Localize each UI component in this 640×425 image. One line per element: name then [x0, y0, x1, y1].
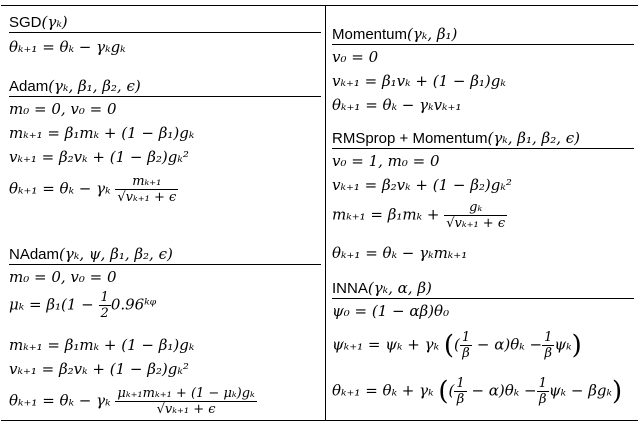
nadam-mu-half-den: 2: [100, 306, 109, 321]
inna-init-eq: ψ₀ = (1 − αβ)θ₀: [332, 302, 450, 320]
inna-psi-rparen: ): [571, 330, 582, 361]
inna-block: [332, 278, 634, 407]
rmsprop-m-lhs: mₖ₊₁ = β₁mₖ +: [332, 205, 440, 224]
inna-psi-frac2: [542, 330, 554, 361]
inna-theta-lparen: (: [438, 376, 449, 407]
inna-theta-frac2: [537, 376, 549, 407]
rmsprop-v-eq: vₖ₊₁ = β₂vₖ + (1 − β₂)gₖ²: [332, 176, 512, 194]
momentum-init-eq: v₀ = 0: [332, 48, 379, 66]
nadam-args: (γₖ, ψ, β₁, β₂, ϵ): [59, 245, 173, 263]
inna-theta-open: (: [448, 381, 455, 400]
momentum-args: (γₖ, β₁): [407, 25, 458, 43]
adam-theta-den: √vₖ₊₁ + ϵ: [117, 190, 177, 205]
inna-theta-frac2-num: 1: [538, 376, 547, 391]
rmsprop-m-den: √vₖ₊₁ + ϵ: [446, 216, 506, 231]
inna-psi-tail: ψₖ: [554, 335, 572, 354]
sgd-args: (γₖ): [41, 13, 68, 31]
inna-psi-frac2-den: β: [542, 345, 554, 361]
sgd-update-eq: θₖ₊₁ = θₖ − γₖgₖ: [9, 38, 126, 56]
sgd-name: SGD: [9, 14, 42, 31]
momentum-theta-eq: θₖ₊₁ = θₖ − γₖvₖ₊₁: [332, 96, 462, 114]
nadam-mu-rhs: 0.96ᵏᵠ: [110, 295, 157, 314]
nadam-theta-lhs: θₖ₊₁ = θₖ − γₖ: [9, 391, 111, 410]
nadam-init-eq: m₀ = 0, v₀ = 0: [9, 268, 117, 286]
nadam-mu-lhs: μₖ = β₁(1 −: [9, 295, 94, 314]
momentum-block: [332, 24, 634, 114]
nadam-header: [9, 244, 321, 265]
adam-name: Adam: [9, 78, 49, 95]
adam-args: (γₖ, β₁, β₂, ϵ): [48, 77, 141, 95]
adam-theta-eq: [9, 174, 178, 205]
nadam-name: NAdam: [9, 246, 60, 263]
inna-psi-mid: − α)θₖ −: [472, 335, 543, 354]
adam-init-eq: m₀ = 0, v₀ = 0: [9, 100, 117, 118]
rmsprop-header: [332, 128, 634, 149]
sgd-header: [9, 12, 321, 33]
nadam-block: [9, 244, 321, 417]
inna-theta-mid: − α)θₖ −: [466, 381, 537, 400]
momentum-v-eq: vₖ₊₁ = β₁vₖ + (1 − β₁)gₖ: [332, 72, 506, 90]
inna-psi-lhs: ψₖ₊₁ = ψₖ + γₖ: [332, 335, 440, 354]
nadam-theta-fraction: [115, 386, 256, 417]
momentum-header: [332, 24, 634, 45]
rmsprop-name: RMSprop + Momentum: [332, 130, 488, 147]
rmsprop-theta-eq: θₖ₊₁ = θₖ − γₖmₖ₊₁: [332, 244, 468, 262]
rmsprop-m-eq: [332, 200, 507, 231]
column-divider: [325, 6, 326, 420]
nadam-v-eq: vₖ₊₁ = β₂vₖ + (1 − β₂)gₖ²: [9, 360, 189, 378]
adam-theta-num: mₖ₊₁: [132, 174, 162, 189]
nadam-mu-eq: [9, 290, 156, 321]
inna-theta-frac1-den: β: [454, 391, 466, 407]
nadam-theta-eq: [9, 386, 257, 417]
rmsprop-m-fraction: [444, 200, 507, 231]
nadam-mu-half: [99, 290, 111, 321]
inna-psi-frac2-num: 1: [544, 330, 553, 345]
nadam-theta-den: √vₖ₊₁ + ϵ: [115, 401, 256, 417]
inna-psi-lparen: (: [443, 330, 454, 361]
rmsprop-init-eq: v₀ = 1, m₀ = 0: [332, 152, 440, 170]
inna-theta-lhs: θₖ₊₁ = θₖ + γₖ: [332, 381, 434, 400]
adam-header: [9, 76, 321, 97]
adam-block: [9, 76, 321, 205]
nadam-mu-half-num: 1: [100, 290, 109, 305]
inna-theta-rparen: ): [611, 376, 623, 407]
rmsprop-block: [332, 128, 634, 262]
inna-theta-frac1: [454, 376, 466, 407]
rmsprop-m-num: gₖ: [469, 200, 483, 215]
nadam-theta-num: μₖ₊₁mₖ₊₁ + (1 − μₖ)gₖ: [117, 386, 255, 401]
inna-psi-open: (: [453, 335, 460, 354]
inna-args: (γₖ, α, β): [367, 279, 432, 297]
rmsprop-args: (γₖ, β₁, β₂, ϵ): [487, 129, 581, 147]
optimizer-table: [1, 5, 638, 421]
adam-theta-lhs: θₖ₊₁ = θₖ − γₖ: [9, 179, 111, 198]
sgd-block: [9, 12, 321, 56]
inna-psi-frac1-den: β: [460, 345, 472, 361]
inna-name: INNA: [332, 280, 368, 297]
inna-theta-eq: [332, 376, 622, 407]
inna-theta-frac2-den: β: [537, 391, 549, 407]
adam-m-eq: mₖ₊₁ = β₁mₖ + (1 − β₁)gₖ: [9, 124, 195, 142]
nadam-m-eq: mₖ₊₁ = β₁mₖ + (1 − β₁)gₖ: [9, 336, 195, 354]
inna-psi-frac1: [460, 330, 472, 361]
inna-psi-frac1-num: 1: [461, 330, 471, 345]
inna-theta-frac1-num: 1: [456, 376, 465, 391]
inna-header: [332, 278, 634, 299]
inna-psi-eq: [332, 330, 582, 361]
adam-theta-fraction: [115, 174, 178, 205]
momentum-name: Momentum: [332, 26, 408, 43]
adam-v-eq: vₖ₊₁ = β₂vₖ + (1 − β₂)gₖ²: [9, 148, 189, 166]
inna-theta-tail: ψₖ − βgₖ: [548, 381, 612, 400]
